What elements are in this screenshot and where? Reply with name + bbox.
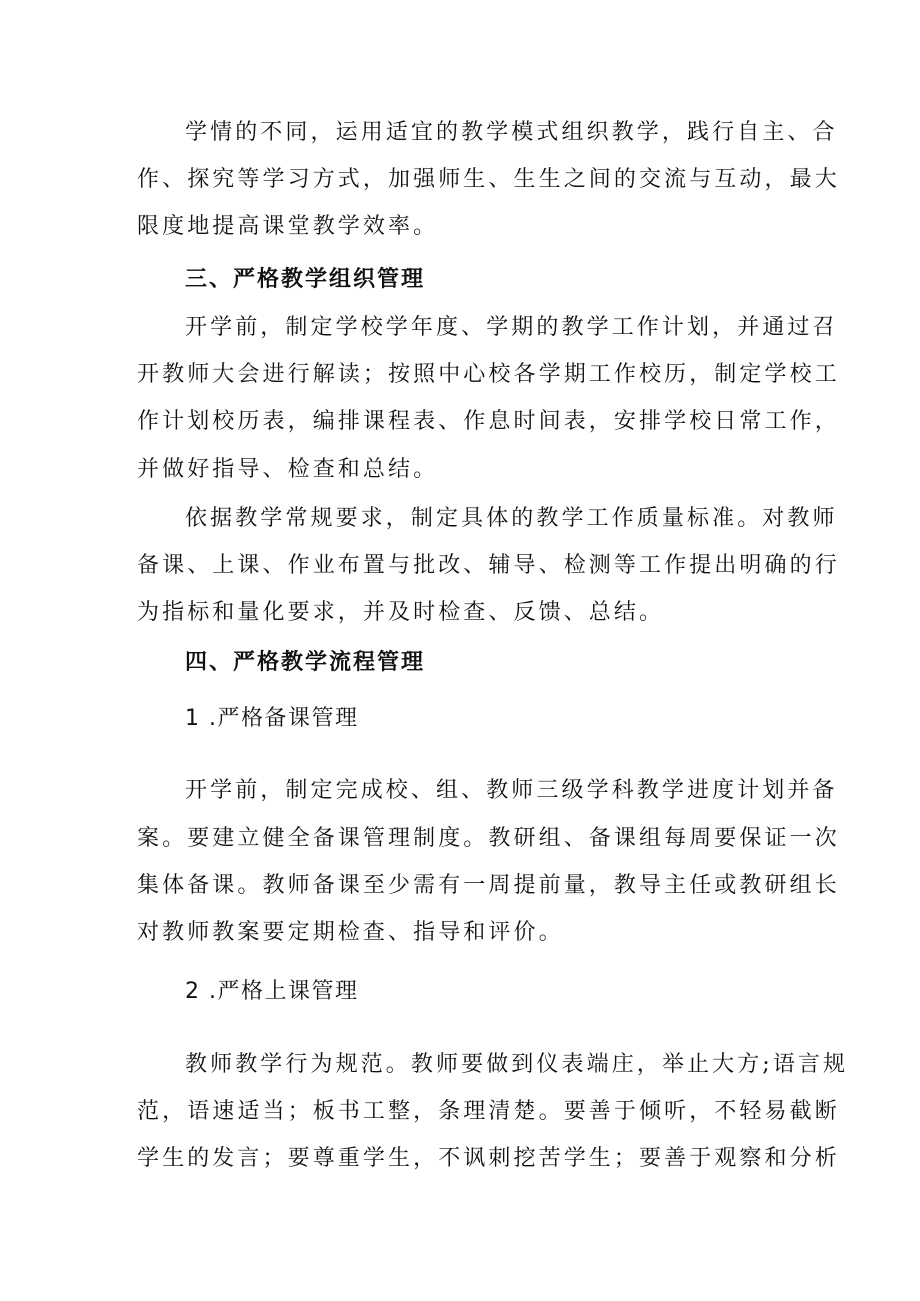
paragraph-line: 学生的发言；要尊重学生，不讽刺挖苦学生；要善于观察和分析	[137, 1146, 840, 1171]
paragraph-line: 教师教学行为规范。教师要做到仪表端庄，举止大方;语言规	[185, 1052, 849, 1077]
paragraph-line: 开学前，制定学校学年度、学期的教学工作计划，并通过召	[185, 315, 838, 340]
paragraph-line: 对教师教案要定期检查、指导和评价。	[137, 920, 564, 945]
paragraph-line: 并做好指导、检查和总结。	[137, 457, 439, 482]
paragraph-line: 开学前，制定完成校、组、教师三级学科教学进度计划并备	[185, 778, 838, 803]
paragraph-line: 开教师大会进行解读；按照中心校各学期工作校历，制定学校工	[137, 362, 840, 387]
paragraph-line: 范，语速适当；板书工整，条理清楚。要善于倾听，不轻易截断	[137, 1099, 840, 1124]
paragraph-line: 作、探究等学习方式，加强师生、生生之间的交流与互动，最大	[137, 167, 840, 192]
paragraph-line: 学情的不同，运用适宜的教学模式组织教学，践行自主、合	[185, 120, 838, 145]
paragraph-line: 集体备课。教师备课至少需有一周提前量，教导主任或教研组长	[137, 873, 840, 898]
section-heading: 三、严格教学组织管理	[185, 267, 426, 292]
paragraph-line: 备课、上课、作业布置与批改、辅导、检测等工作提出明确的行	[137, 553, 840, 578]
paragraph-line: 限度地提高课堂教学效率。	[137, 214, 439, 239]
subsection-heading: 2 .严格上课管理	[185, 979, 359, 1004]
paragraph-line: 作计划校历表，编排课程表、作息时间表，安排学校日常工作，	[137, 409, 840, 434]
subsection-heading: 1 .严格备课管理	[185, 706, 359, 731]
paragraph-line: 案。要建立健全备课管理制度。教研组、备课组每周要保证一次	[137, 826, 840, 851]
paragraph-line: 依据教学常规要求，制定具体的教学工作质量标准。对教师	[185, 506, 838, 531]
section-heading: 四、严格教学流程管理	[185, 650, 426, 675]
paragraph-line: 为指标和量化要求，并及时检查、反馈、总结。	[137, 600, 665, 625]
